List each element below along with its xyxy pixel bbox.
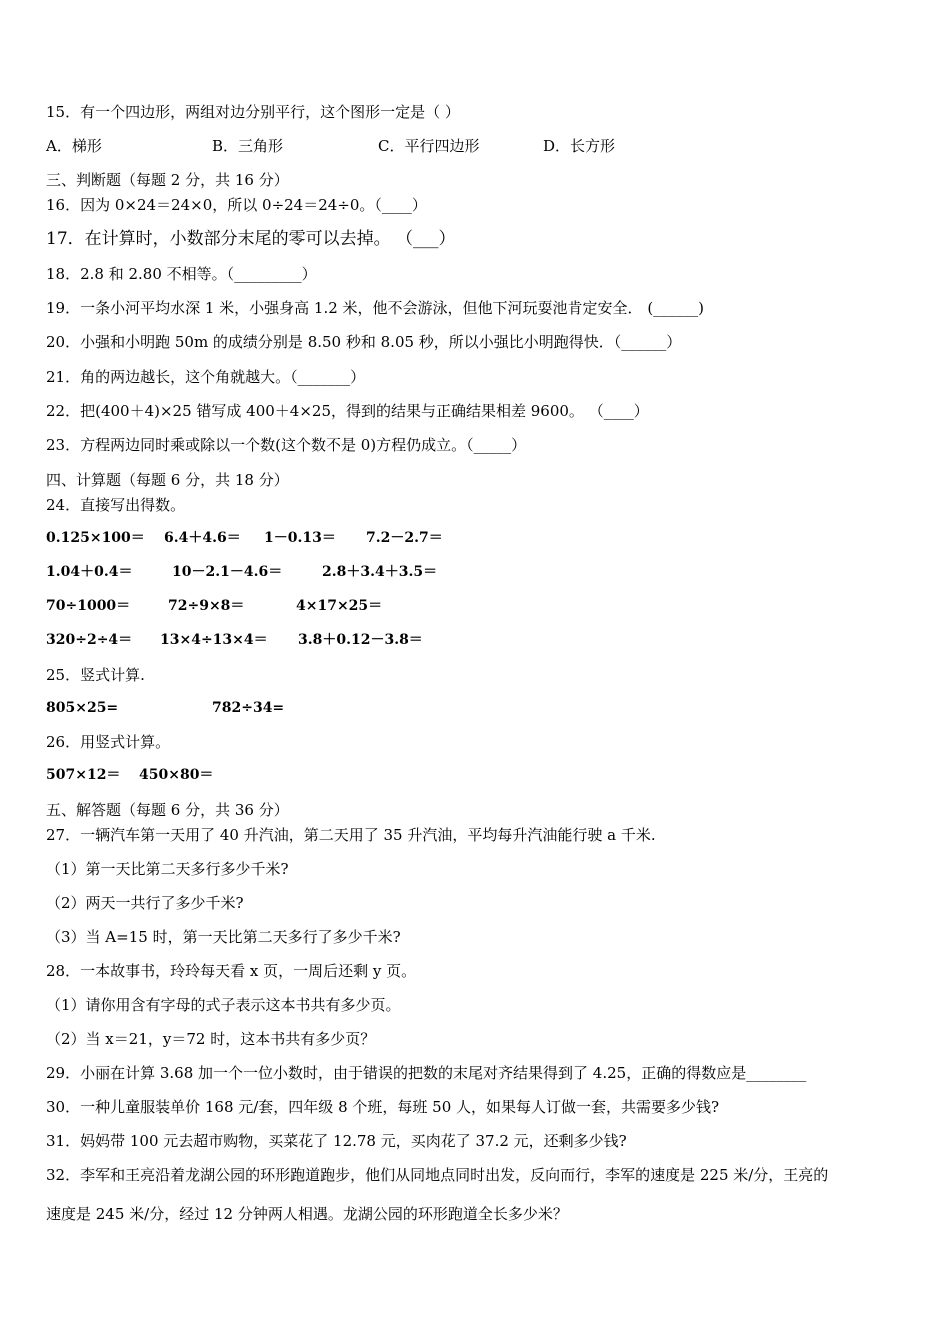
- calc-item: 6.4＋4.6＝: [164, 530, 241, 546]
- question-28-part-2: （2）当 x＝21，y＝72 时，这本书共有多少页？: [46, 1030, 376, 1048]
- calc-item: 2.8＋3.4＋3.5＝: [322, 564, 438, 580]
- question-32-line-1: 32．李军和王亮沿着龙湖公园的环形跑道跑步，他们从同地点同时出发，反向而行，李军的速度是 225 米/分，王亮的: [46, 1166, 829, 1184]
- calc-item: 72÷9×8＝: [168, 598, 245, 614]
- question-27-part-3: （3）当 A=15 时，第一天比第二天多行了多少千米?: [46, 928, 401, 946]
- calc-item: 13×4÷13×4＝: [160, 632, 268, 648]
- question-31: 31．妈妈带 100 元去超市购物，买菜花了 12.78 元，买肉花了 37.2 元，还剩多少钱?: [46, 1132, 627, 1150]
- calc-item: 320÷2÷4＝: [46, 632, 133, 648]
- question-27-part-1: （1）第一天比第二天多行多少千米?: [46, 860, 289, 878]
- section-5-heading: 五、解答题（每题 6 分，共 36 分）: [46, 801, 289, 819]
- question-21: 21．角的两边越长，这个角就越大。（_______）: [46, 368, 366, 386]
- question-27-part-2: （2）两天一共行了多少千米?: [46, 894, 244, 912]
- calc-item: 782÷34=: [212, 700, 285, 716]
- question-26: 26．用竖式计算。: [46, 733, 171, 751]
- question-19: 19．一条小河平均水深 1 米，小强身高 1.2 米，他不会游泳，但他下河玩耍池肯定安全． (______): [46, 299, 705, 317]
- question-27: 27．一辆汽车第一天用了 40 升汽油，第二天用了 35 升汽油，平均每升汽油能行驶 a 千米.: [46, 826, 656, 844]
- question-28: 28．一本故事书，玲玲每天看 x 页，一周后还剩 y 页。: [46, 962, 417, 980]
- question-28-part-1: （1）请你用含有字母的式子表示这本书共有多少页。: [46, 996, 401, 1014]
- calc-item: 507×12＝: [46, 767, 121, 783]
- question-29: 29．小丽在计算 3.68 加一个一位小数时，由于错误的把数的末尾对齐结果得到了 4.25，正确的得数应是________: [46, 1064, 807, 1082]
- calc-item: 1－0.13＝: [264, 530, 336, 546]
- calc-item: 0.125×100＝: [46, 530, 145, 546]
- calc-item: 70÷1000＝: [46, 598, 131, 614]
- question-30: 30．一种儿童服装单价 168 元/套，四年级 8 个班，每班 50 人，如果每人订做一套，共需要多少钱?: [46, 1098, 720, 1116]
- question-25: 25．竖式计算.: [46, 666, 145, 684]
- calc-item: 805×25=: [46, 700, 119, 716]
- option-b: B．三角形: [212, 137, 284, 155]
- calc-item: 7.2－2.7＝: [366, 530, 443, 546]
- question-18: 18．2.8 和 2.80 不相等。（_________）: [46, 265, 317, 283]
- question-22: 22．把(400＋4)×25 错写成 400＋4×25，得到的结果与正确结果相差 9600。 （____）: [46, 402, 649, 420]
- question-15: 15．有一个四边形，两组对边分别平行，这个图形一定是（ ）: [46, 103, 460, 121]
- question-23: 23．方程两边同时乘或除以一个数(这个数不是 0)方程仍成立。（_____）: [46, 436, 527, 454]
- option-a: A．梯形: [46, 137, 102, 155]
- calc-item: 450×80＝: [139, 767, 214, 783]
- question-32-line-2: 速度是 245 米/分，经过 12 分钟两人相遇。龙湖公园的环形跑道全长多少米？: [46, 1205, 568, 1223]
- calc-item: 10－2.1－4.6＝: [172, 564, 283, 580]
- calc-item: 4×17×25＝: [296, 598, 383, 614]
- question-20: 20．小强和小明跑 50m 的成绩分别是 8.50 秒和 8.05 秒，所以小强比小明跑得快．（______）: [46, 333, 682, 351]
- calc-item: 3.8＋0.12－3.8＝: [298, 632, 423, 648]
- option-d: D．长方形: [543, 137, 616, 155]
- option-c: C．平行四边形: [378, 137, 480, 155]
- question-24: 24．直接写出得数。: [46, 496, 186, 514]
- section-3-heading: 三、判断题（每题 2 分，共 16 分）: [46, 171, 289, 189]
- question-17: 17．在计算时，小数部分末尾的零可以去掉。 （___）: [46, 229, 456, 249]
- calc-item: 1.04＋0.4＝: [46, 564, 133, 580]
- section-4-heading: 四、计算题（每题 6 分，共 18 分）: [46, 471, 289, 489]
- question-16: 16．因为 0×24＝24×0，所以 0÷24＝24÷0。（____）: [46, 196, 427, 214]
